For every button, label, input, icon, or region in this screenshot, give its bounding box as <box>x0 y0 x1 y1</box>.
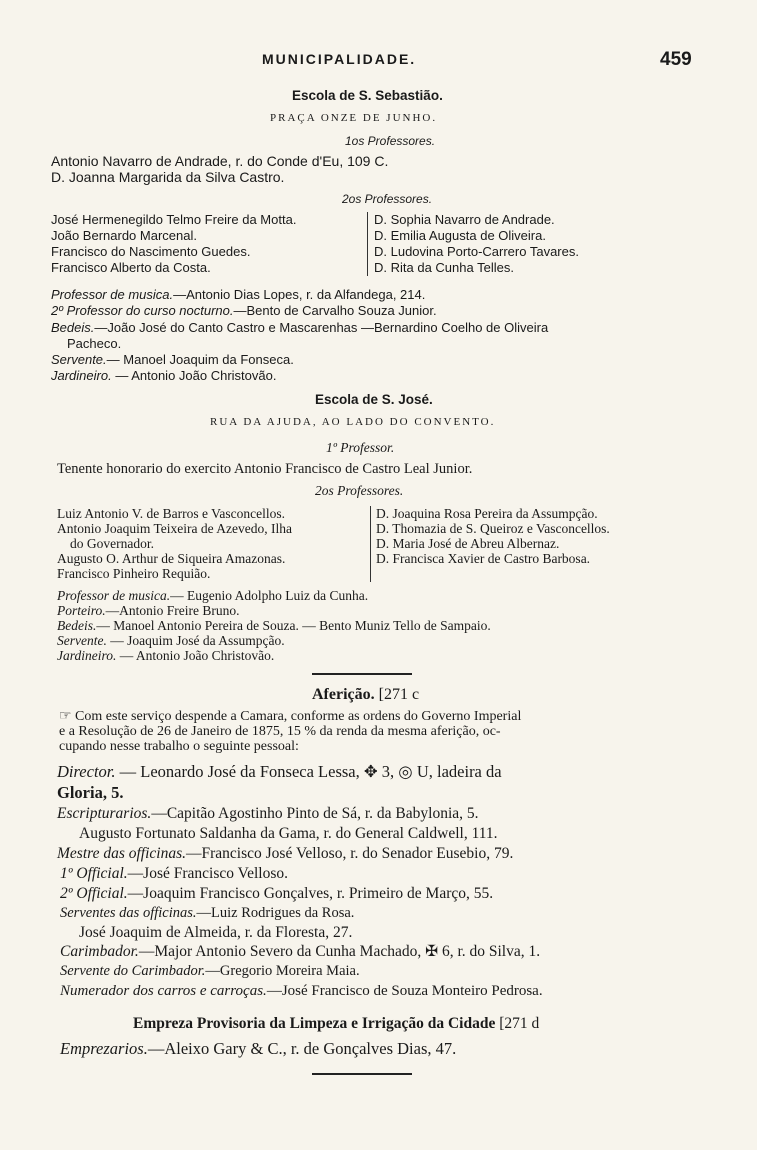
bedeis-text: —João José do Canto Castro e Mascarenhas —Bernardino Coelho de Oliveira <box>94 320 549 335</box>
mestre-line <box>57 846 513 862</box>
heading-first-teacher: 1º Professor. <box>326 440 395 455</box>
jose-right-4: D. Francisca Xavier de Castro Barbosa. <box>376 551 591 566</box>
second-right-4: D. Rita da Cunha Telles. <box>374 260 514 275</box>
official-2-label: 2º Official. <box>60 885 128 902</box>
afericao-ref: [271 c <box>378 686 420 703</box>
jose-left-5: Francisco Pinheiro Requião. <box>57 566 211 581</box>
heading-second-teachers: 2os Professores. <box>342 192 433 206</box>
jardineiro-line <box>51 369 276 382</box>
jose-music-label: Professor de musica. <box>57 588 171 603</box>
emprezarios-line <box>60 1041 456 1058</box>
column-divider-jose <box>370 506 371 582</box>
jose-bedeis-label: Bedeis. <box>57 618 97 633</box>
servente-label: Servente. <box>51 352 107 367</box>
numerador-line <box>60 984 543 999</box>
jardineiro-label: Jardineiro. <box>51 368 112 383</box>
second-right-2: D. Emilia Augusta de Oliveira. <box>374 228 546 243</box>
official-1-label: 1º Official. <box>60 865 128 882</box>
jose-left-4: Augusto O. Arthur de Siqueira Amazonas. <box>57 551 286 566</box>
second-right-3: D. Ludovina Porto-Carrero Tavares. <box>374 244 579 259</box>
address-sebastiao: PRAÇA ONZE DE JUNHO. <box>270 112 438 124</box>
jose-bedeis-text: — Manoel Antonio Pereira de Souza. — Bento Muniz Tello de Sampaio. <box>96 618 491 633</box>
numerador-label: Numerador dos carros e carroças. <box>60 983 267 999</box>
afericao-intro-2: e a Resolução de 26 de Janeiro de 1875, 15 % da renda da mesma aferição, oc- <box>59 724 501 739</box>
jose-porteiro-label: Porteiro. <box>57 603 106 618</box>
second-left-1: José Hermenegildo Telmo Freire da Motta. <box>51 212 297 227</box>
first-teacher-jose: Tenente honorario do exercito Antonio Francisco de Castro Leal Junior. <box>57 461 473 477</box>
official-2-text: —Joaquim Francisco Gonçalves, r. Primeiro de Março, 55. <box>127 885 494 902</box>
bedeis-line <box>51 321 548 334</box>
music-label: Professor de musica. <box>51 287 174 302</box>
carimbador-text: —Major Antonio Severo da Cunha Machado, ✠ 6, r. do Silva, 1. <box>138 943 541 960</box>
first-teacher-2: D. Joanna Margarida da Silva Castro. <box>51 169 285 185</box>
section-title-sebastiao: Escola de S. Sebastião. <box>292 88 443 103</box>
jose-servente-label: Servente. <box>57 633 107 648</box>
official-2-line <box>60 886 493 902</box>
heading-first-teachers: 1os Professores. <box>345 134 436 148</box>
jose-porteiro-text: —Antonio Freire Bruno. <box>105 603 240 618</box>
jose-right-1: D. Joaquina Rosa Pereira da Assumpção. <box>376 506 598 521</box>
serventes-text: —Luiz Rodrigues da Rosa. <box>196 905 355 921</box>
music-text: —Antonio Dias Lopes, r. da Alfandega, 214. <box>173 287 426 302</box>
section-rule-1 <box>312 673 412 675</box>
escripturario-2: Augusto Fortunato Saldanha da Gama, r. do General Caldwell, 111. <box>79 825 498 842</box>
second-right-1: D. Sophia Navarro de Andrade. <box>374 212 555 227</box>
escripturarios-line <box>57 806 479 822</box>
emprezarios-text: —Aleixo Gary & C., r. de Gonçalves Dias, 47. <box>147 1039 457 1058</box>
director-text: — Leonardo José da Fonseca Lessa, ✥ 3, ◎ U, ladeira da <box>115 762 502 781</box>
jose-left-3: do Governador. <box>70 536 154 551</box>
bedeis-label: Bedeis. <box>51 320 95 335</box>
jose-jardineiro-label: Jardineiro. <box>57 648 117 663</box>
numerador-text: —José Francisco de Souza Monteiro Pedrosa. <box>266 983 543 999</box>
jose-porteiro-line <box>57 604 240 618</box>
afericao-heading <box>312 687 419 703</box>
escripturarios-label: Escripturarios. <box>57 805 152 822</box>
night-teacher-line <box>51 304 437 317</box>
empreza-heading <box>133 1016 539 1032</box>
jose-jardineiro-line <box>57 649 274 663</box>
second-left-2: João Bernardo Marcenal. <box>51 228 197 243</box>
page-number: 459 <box>660 49 692 70</box>
jose-left-1: Luiz Antonio V. de Barros e Vasconcellos. <box>57 506 285 521</box>
serventes-line <box>60 906 354 921</box>
empreza-ref: [271 d <box>499 1015 540 1032</box>
official-1-text: —José Francisco Velloso. <box>127 865 288 882</box>
servente-2: José Joaquim de Almeida, r. da Floresta, 27. <box>79 924 353 941</box>
jose-bedeis-line <box>57 619 491 633</box>
escripturarios-text: —Capitão Agostinho Pinto de Sá, r. da Babylonia, 5. <box>151 805 479 822</box>
column-divider <box>367 212 368 276</box>
jose-servente-text: — Joaquim José da Assumpção. <box>106 633 285 648</box>
afericao-intro-1: ☞ Com este serviço despende a Camara, conforme as ordens do Governo Imperial <box>59 709 522 724</box>
servente-text: — Manoel Joaquim da Fonseca. <box>106 352 294 367</box>
night-label: 2º Professor do curso nocturno. <box>51 303 234 318</box>
running-header: MUNICIPALIDADE. <box>262 51 417 67</box>
jose-music-line <box>57 589 368 603</box>
jose-right-2: D. Thomazia de S. Queiroz e Vasconcellos. <box>376 521 610 536</box>
official-1-line <box>60 866 288 882</box>
jose-jardineiro-text: — Antonio João Christovão. <box>116 648 275 663</box>
serventes-label: Serventes das officinas. <box>60 905 197 921</box>
mestre-text: —Francisco José Velloso, r. do Senador Eusebio, 79. <box>186 845 514 862</box>
jose-right-3: D. Maria José de Abreu Albernaz. <box>376 536 560 551</box>
jose-left-2: Antonio Joaquim Teixeira de Azevedo, Ilha <box>57 521 292 536</box>
address-jose: RUA DA AJUDA, AO LADO DO CONVENTO. <box>210 416 496 428</box>
servente-carimbador-text: —Gregorio Moreira Maia. <box>205 963 360 979</box>
second-left-3: Francisco do Nascimento Guedes. <box>51 244 251 259</box>
section-title-jose: Escola de S. José. <box>315 392 433 407</box>
carimbador-line <box>60 944 540 960</box>
section-rule-2 <box>312 1073 412 1075</box>
mestre-label: Mestre das officinas. <box>57 845 187 862</box>
empreza-title: Empreza Provisoria da Limpeza e Irrigação da Cidade <box>133 1015 496 1032</box>
bedeis-continuation: Pacheco. <box>67 336 122 351</box>
jardineiro-text: — Antonio João Christovão. <box>111 368 277 383</box>
heading-second-teachers-jose: 2os Professores. <box>315 483 404 498</box>
director-continuation: Gloria, 5. <box>57 783 124 802</box>
music-teacher-line <box>51 288 425 301</box>
servente-carimbador-label: Servente do Carimbador. <box>60 963 206 979</box>
jose-servente-line <box>57 634 285 648</box>
servente-carimbador-line <box>60 964 360 979</box>
first-teacher-1: Antonio Navarro de Andrade, r. do Conde d'Eu, 109 C. <box>51 153 389 169</box>
night-text: —Bento de Carvalho Souza Junior. <box>233 303 437 318</box>
emprezarios-label: Emprezarios. <box>60 1039 148 1058</box>
afericao-title: Aferição. <box>312 686 375 703</box>
afericao-intro-3: cupando nesse trabalho o seguinte pessoal: <box>59 739 299 754</box>
second-left-4: Francisco Alberto da Costa. <box>51 260 211 275</box>
director-line <box>57 764 502 781</box>
servente-line <box>51 353 294 366</box>
jose-music-text: — Eugenio Adolpho Luiz da Cunha. <box>170 588 369 603</box>
director-label: Director. <box>57 762 116 781</box>
carimbador-label: Carimbador. <box>60 943 139 960</box>
